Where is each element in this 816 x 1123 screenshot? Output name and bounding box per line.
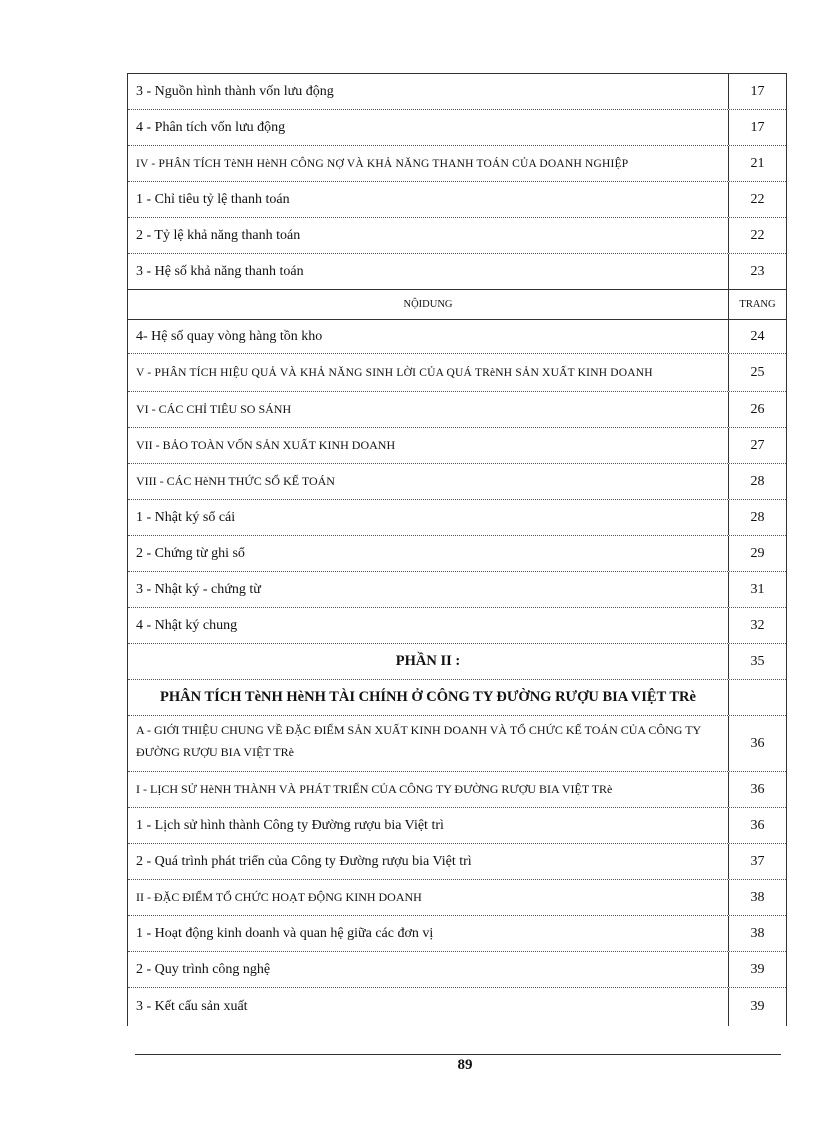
toc-row	[128, 880, 786, 916]
toc-entry: IV - PHÂN TÍCH TèNH HèNH CÔNG NỢ VÀ KHẢ NĂNG THANH TOÁN CỦA DOANH NGHIỆP	[128, 146, 729, 181]
page-column-header: TRANG	[739, 299, 776, 310]
toc-row	[128, 608, 786, 644]
toc-page: 23	[750, 263, 765, 279]
toc-entry: V - PHÂN TÍCH HIỆU QUẢ VÀ KHẢ NĂNG SINH LỜI CỦA QUÁ TRèNH SẢN XUẤT KINH DOANH	[128, 354, 729, 391]
toc-page: 38	[750, 925, 765, 941]
toc-page: 39	[750, 961, 765, 977]
toc-entry: VII - BẢO TOÀN VỐN SẢN XUẤT KINH DOANH	[128, 428, 729, 463]
toc-entry: VI - CÁC CHỈ TIÊU SO SÁNH	[128, 392, 729, 427]
toc-row	[128, 354, 786, 392]
toc-page: 29	[750, 545, 765, 561]
toc-row	[128, 182, 786, 218]
toc-entry: 4 - Phân tích vốn lưu động	[128, 110, 729, 145]
toc-row	[128, 808, 786, 844]
part-heading: PHẦN II :	[128, 644, 729, 679]
toc-entry: 3 - Nguồn hình thành vốn lưu động	[128, 74, 729, 109]
toc-page: 37	[750, 853, 765, 869]
toc-page: 22	[750, 227, 765, 243]
toc-page: 17	[750, 119, 765, 135]
content-column-header: NỘIDUNG	[128, 290, 729, 319]
toc-page: 25	[750, 364, 765, 380]
toc-page: 24	[750, 328, 765, 344]
toc-row	[128, 254, 786, 290]
toc-row	[128, 572, 786, 608]
toc-page: 36	[750, 735, 765, 751]
toc-page: 31	[750, 581, 765, 597]
toc-row	[128, 464, 786, 500]
toc-entry: 2 - Tỷ lệ khả năng thanh toán	[128, 218, 729, 253]
table-of-contents	[127, 73, 787, 1026]
toc-page: 28	[750, 473, 765, 489]
toc-page: 26	[750, 401, 765, 417]
toc-page: 35	[750, 653, 765, 669]
toc-entry: 1 - Nhật ký sổ cái	[128, 500, 729, 535]
toc-row	[128, 772, 786, 808]
page-number: 89	[457, 1057, 473, 1073]
toc-page: 21	[750, 155, 765, 171]
toc-entry: 3 - Hệ số khả năng thanh toán	[128, 254, 729, 289]
toc-row	[128, 680, 786, 716]
toc-entry: II - ĐẶC ĐIỂM TỔ CHỨC HOẠT ĐỘNG KINH DOANH	[128, 880, 729, 915]
toc-row	[128, 536, 786, 572]
toc-row	[128, 716, 786, 772]
toc-row	[128, 500, 786, 536]
toc-entry: 1 - Chỉ tiêu tỷ lệ thanh toán	[128, 182, 729, 217]
toc-row	[128, 74, 786, 110]
toc-page: 27	[750, 437, 765, 453]
toc-entry: 4- Hệ số quay vòng hàng tồn kho	[128, 320, 729, 353]
toc-row	[128, 218, 786, 254]
toc-row	[128, 988, 786, 1026]
toc-row	[128, 952, 786, 988]
toc-page: 28	[750, 509, 765, 525]
toc-row	[128, 844, 786, 880]
toc-row	[128, 644, 786, 680]
toc-entry: I - LỊCH SỬ HèNH THÀNH VÀ PHÁT TRIỂN CỦA CÔNG TY ĐƯỜNG RƯỢU BIA VIỆT TRè	[128, 772, 729, 807]
toc-entry: 2 - Quá trình phát triển của Công ty Đường rượu bia Việt trì	[128, 844, 729, 879]
toc-row	[128, 320, 786, 354]
toc-row	[128, 392, 786, 428]
toc-page: 38	[750, 889, 765, 905]
footer-divider	[135, 1054, 781, 1055]
toc-header-row	[128, 290, 786, 320]
toc-entry: VIII - CÁC HèNH THỨC SỔ KẾ TOÁN	[128, 464, 729, 499]
toc-entry: 1 - Lịch sử hình thành Công ty Đường rượu bia Việt trì	[128, 808, 729, 843]
toc-entry: 3 - Nhật ký - chứng từ	[128, 572, 729, 607]
toc-entry: 2 - Quy trình công nghệ	[128, 952, 729, 987]
toc-page	[729, 680, 786, 715]
toc-entry: 2 - Chứng từ ghi sổ	[128, 536, 729, 571]
toc-page: 39	[750, 999, 765, 1014]
toc-page: 17	[750, 83, 765, 99]
part-title: PHÂN TÍCH TèNH HèNH TÀI CHÍNH Ở CÔNG TY ĐƯỜNG RƯỢU BIA VIỆT TRè	[128, 680, 729, 715]
toc-row	[128, 110, 786, 146]
toc-row	[128, 428, 786, 464]
toc-entry: 4 - Nhật ký chung	[128, 608, 729, 643]
toc-entry: 1 - Hoạt động kinh doanh và quan hệ giữa các đơn vị	[128, 916, 729, 951]
toc-entry: A - GIỚI THIỆU CHUNG VỀ ĐẶC ĐIỂM SẢN XUẤT KINH DOANH VÀ TỔ CHỨC KẾ TOÁN CỦA CÔNG TY ĐƯỜNG RƯỢU BIA VIỆT TRè	[128, 716, 729, 771]
toc-row	[128, 146, 786, 182]
toc-page: 36	[750, 817, 765, 833]
toc-page: 22	[750, 191, 765, 207]
toc-row	[128, 916, 786, 952]
toc-entry: 3 - Kết cấu sản xuất	[128, 988, 729, 1026]
toc-page: 32	[750, 617, 765, 633]
toc-page: 36	[750, 781, 765, 797]
